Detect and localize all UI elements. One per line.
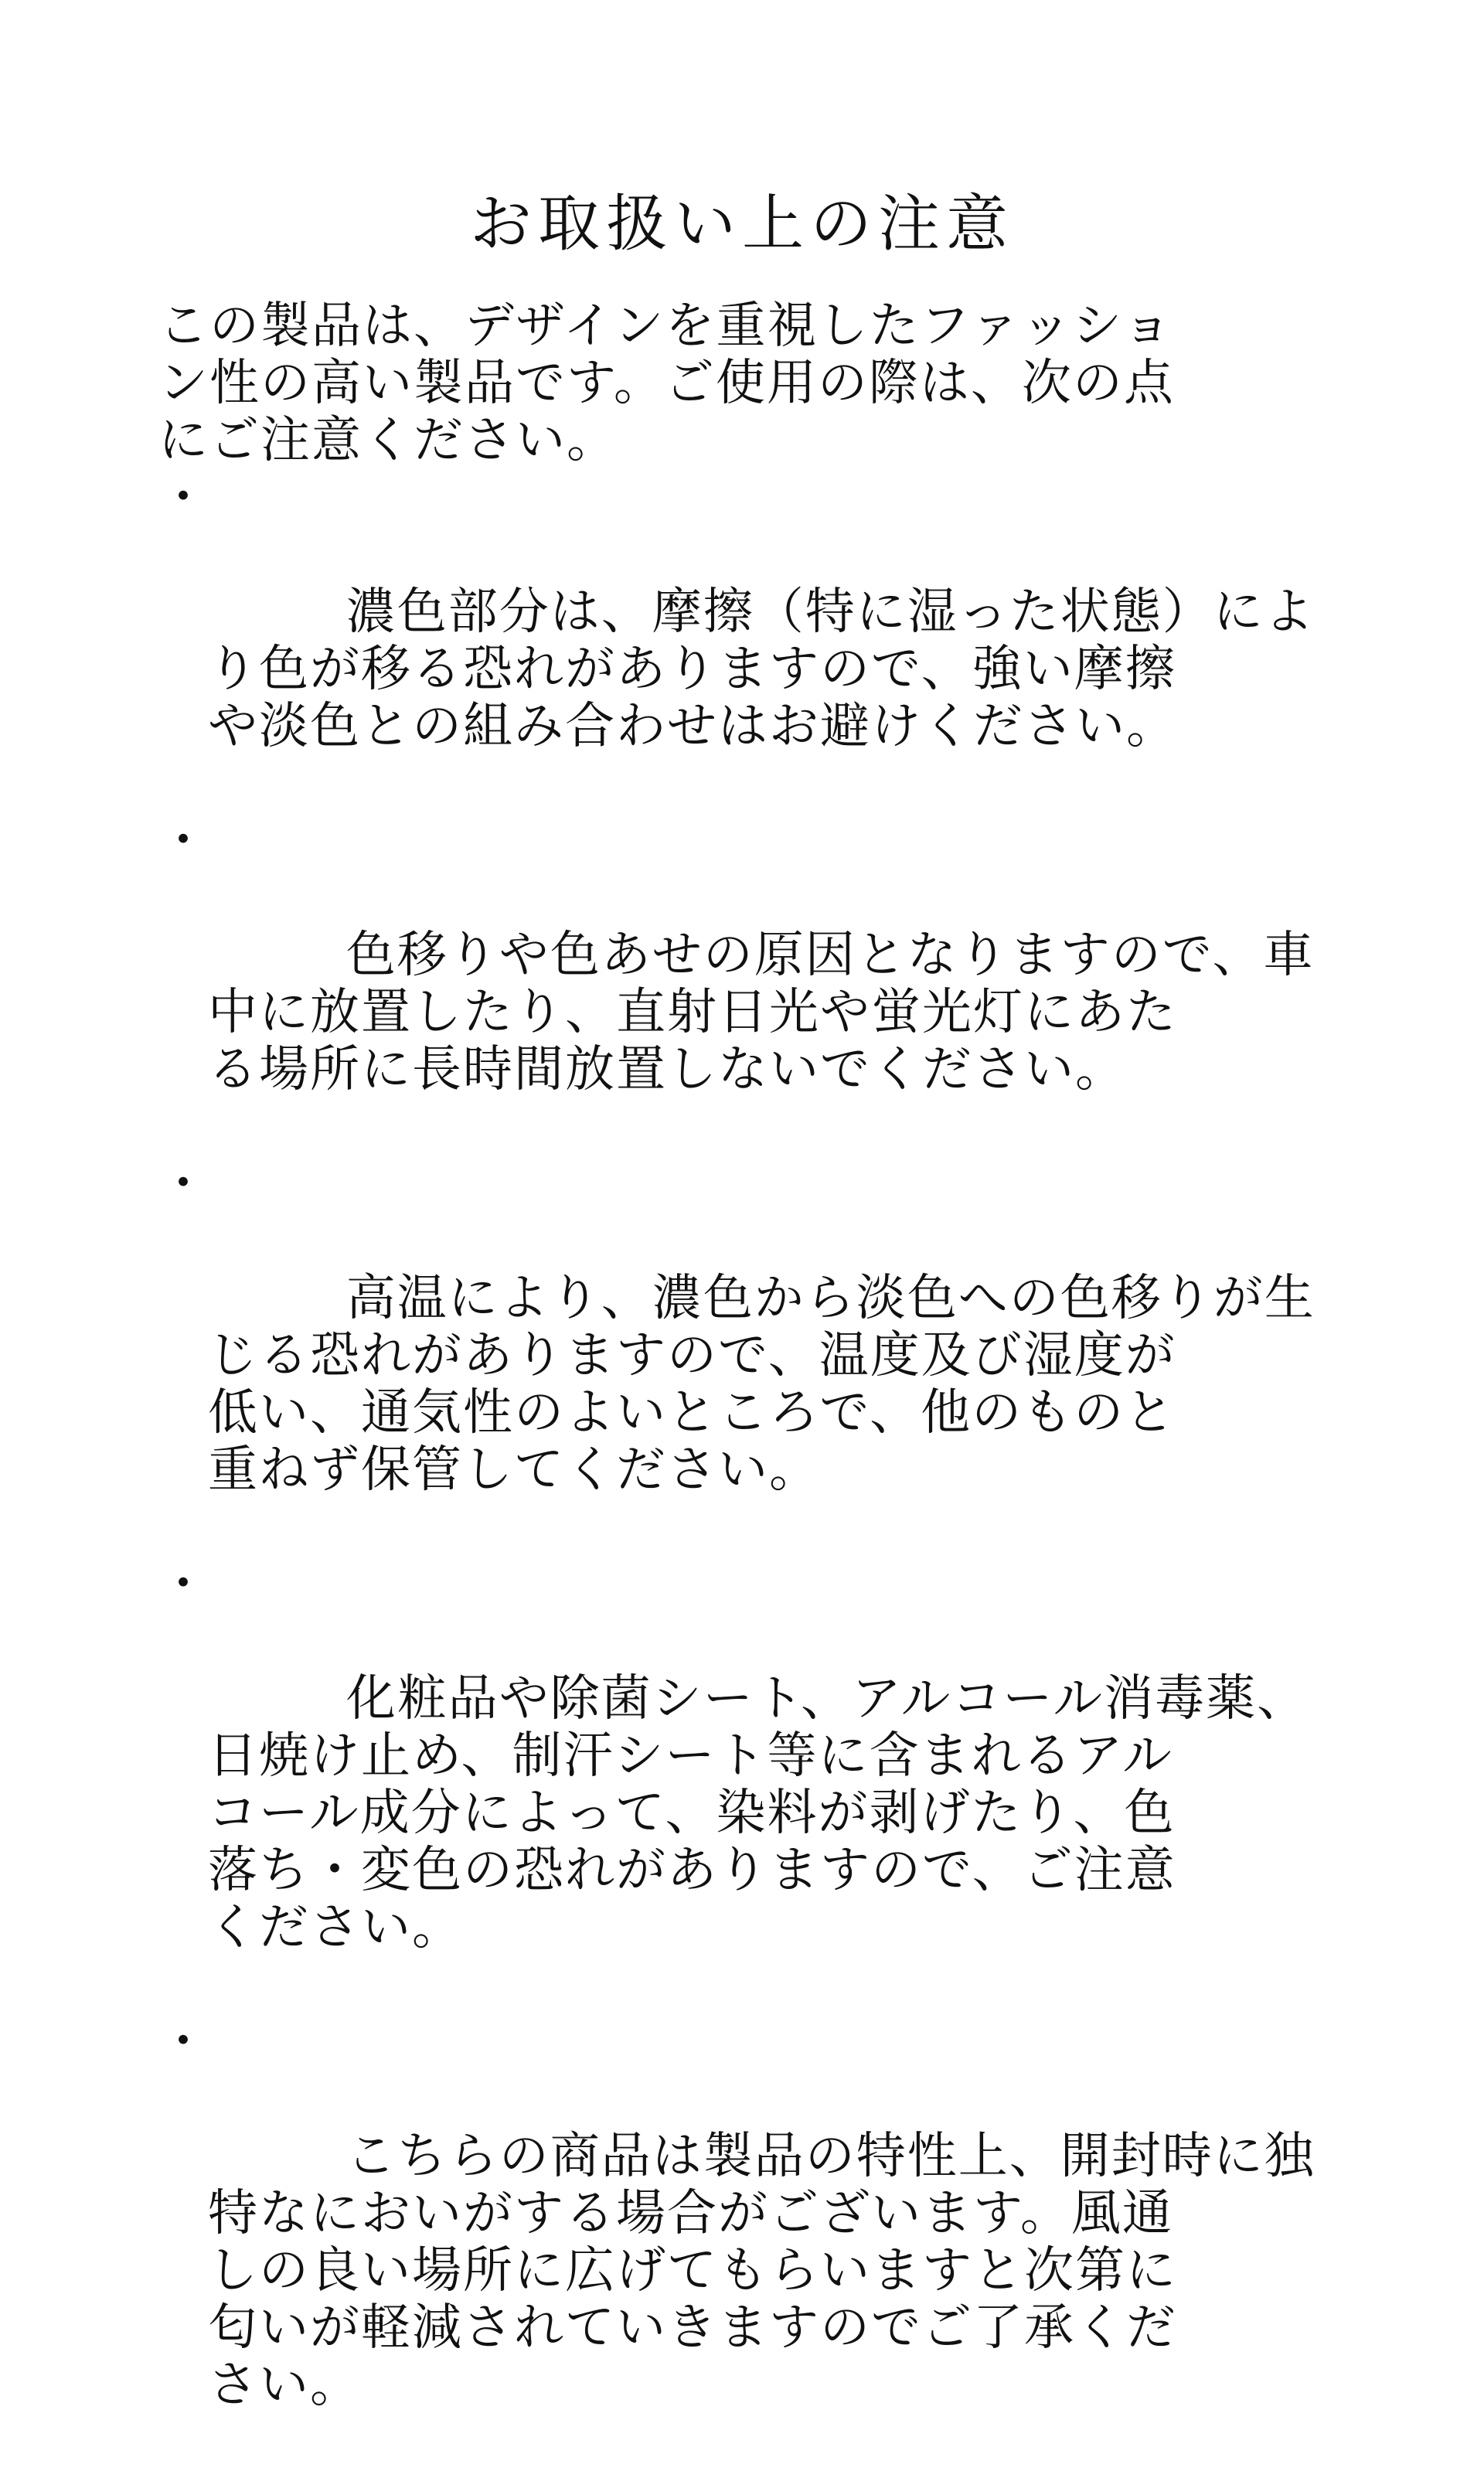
- caution-item-text: 色移りや色あせの原因となりますので、車 中に放置したり、直射日光や蛍光灯にあた る場所に長時間放置しないでください。: [208, 927, 1315, 1098]
- caution-list: [158, 469, 1318, 2471]
- caution-item: [158, 469, 1318, 812]
- bullet-mark: ・: [158, 469, 209, 526]
- document-title: お取扱い上の注意: [470, 188, 1014, 260]
- caution-item-text: こちらの商品は製品の特性上、開封時に独 特なにおいがする場合がございます。風通 しの良い場所に広げてもらいますと次第に 匂いが軽減されていきますのでご了承くだ さい。: [208, 2128, 1316, 2414]
- bullet-mark: ・: [158, 1556, 209, 1613]
- bullet-mark: ・: [158, 2013, 209, 2071]
- bullet-mark: ・: [158, 812, 209, 870]
- intro-paragraph: この製品は、デザインを重視したファッショ ン性の高い製品です。ご使用の際は、次の点 にご注意ください。: [158, 298, 1175, 469]
- caution-item: [158, 2013, 1318, 2471]
- bullet-mark: ・: [158, 1156, 209, 1213]
- caution-item: [158, 812, 1318, 1156]
- caution-item-text: 濃色部分は、摩擦（特に湿った状態）によ り色が移る恐れがありますので、強い摩擦 や淡色との組み合わせはお避けください。: [208, 584, 1316, 755]
- caution-item: [158, 1156, 1318, 1556]
- caution-item: [158, 1556, 1318, 2013]
- document-body: [158, 298, 1318, 2471]
- caution-item-text: 化粧品や除菌シート、アルコール消毒薬、 日焼け止め、制汗シート等に含まれるアル コール成分によって、染料が剥げたり、色 落ち・変色の恐れがありますので、ご注意 ください。: [208, 1670, 1309, 1956]
- caution-item-text: 高温により、濃色から淡色への色移りが生 じる恐れがありますので、温度及び湿度が 低い、通気性のよいところで、他のものと 重ねず保管してください。: [208, 1270, 1316, 1499]
